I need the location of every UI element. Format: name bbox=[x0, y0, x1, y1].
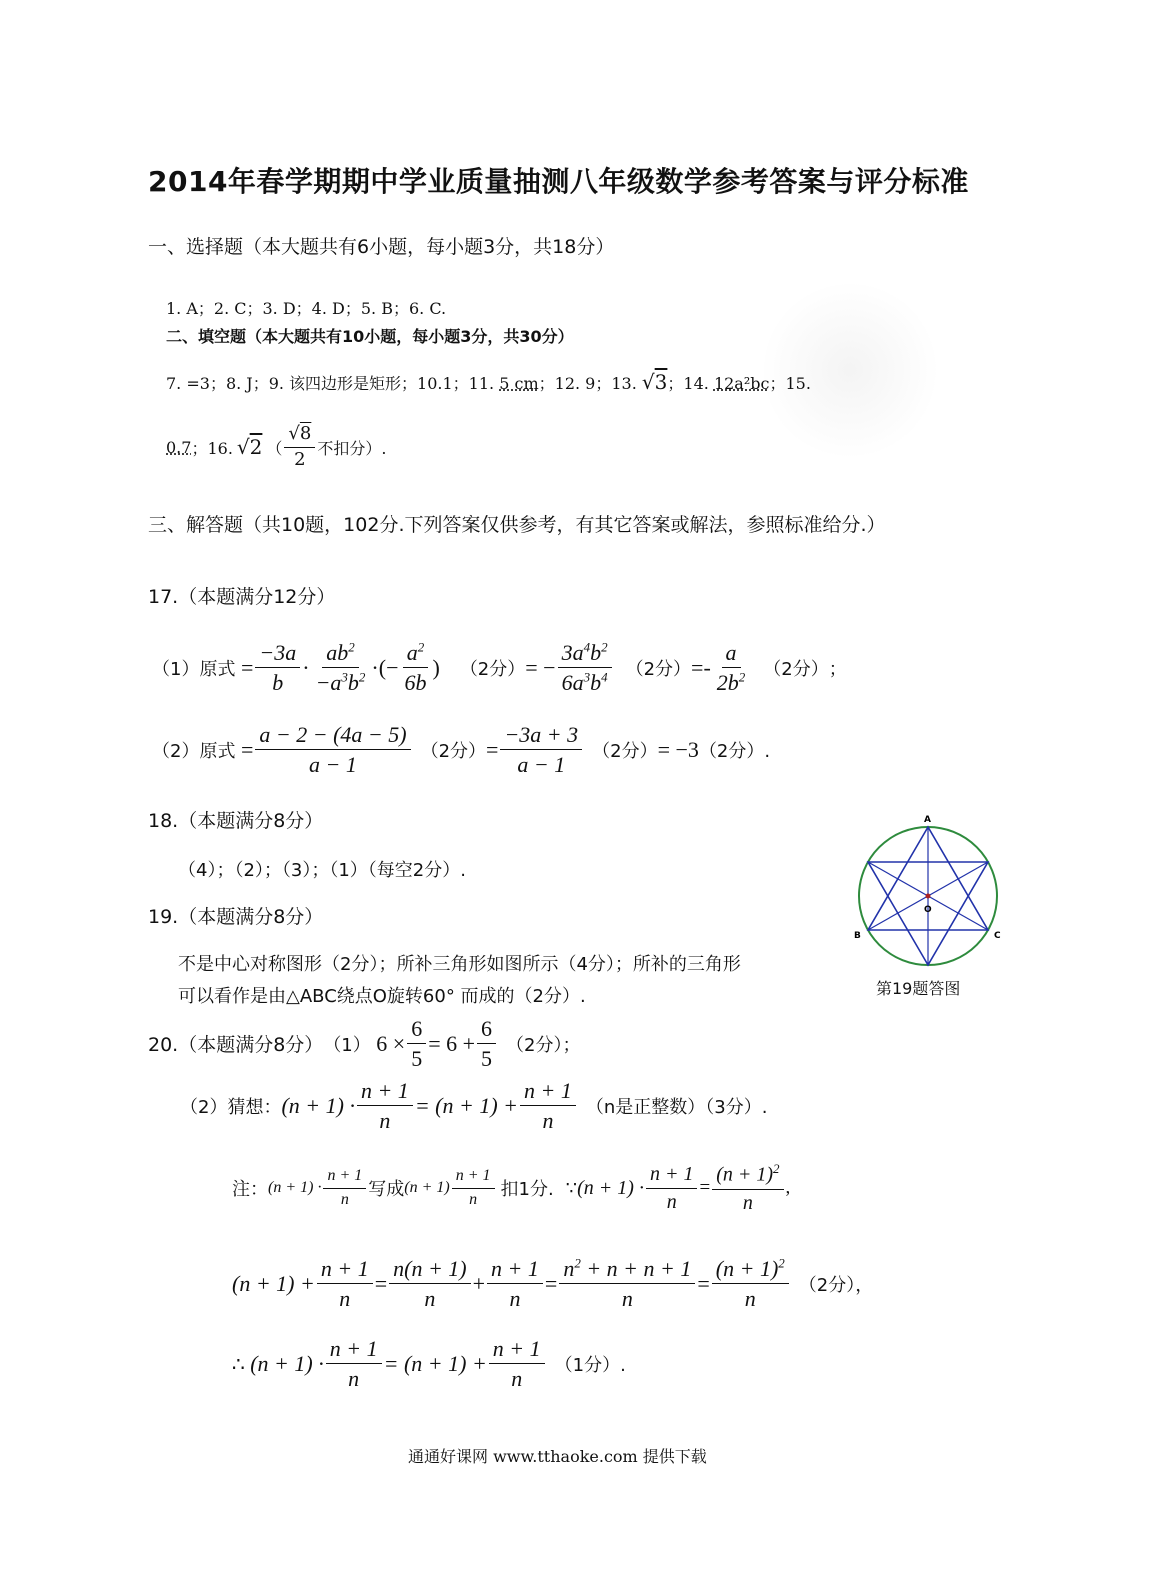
q20-frac-b: $\frac{n + 1}{n}$ bbox=[520, 1078, 576, 1134]
section1-answers: 1. A；2. C；3. D；4. D；5. B；6. C. bbox=[166, 299, 447, 318]
q17-frac5: $\frac{a}{2b^2}$ bbox=[716, 640, 746, 696]
q17-frac1: $\frac{-3a}{b}$ bbox=[255, 640, 300, 696]
q17-p2-score1: （2分） bbox=[420, 740, 487, 762]
q17-p2-end: （2分）. bbox=[698, 740, 771, 762]
q20-exp-frac-c: $\frac{n + 1}{n}$ bbox=[487, 1256, 543, 1312]
fill-answers-7-11: 7. =3；8. J；9. 该四边形是矩形；10.1；11. bbox=[166, 374, 495, 393]
q17-p1-score3: （2分） bbox=[763, 658, 829, 680]
q17-frac3: $\frac{a^2}{6b}$ bbox=[404, 639, 427, 696]
q17-p1-score1: （2分） bbox=[459, 658, 526, 680]
q20-score2: （2分）， bbox=[798, 1274, 874, 1296]
q17-p2-label: （2）原式 bbox=[152, 740, 236, 762]
therefore-symbol: ∴ bbox=[232, 1351, 245, 1376]
q20-exp-frac-d: $\frac{n^2 + n + n + 1}{n}$ bbox=[559, 1256, 695, 1312]
sqrt2: √2 bbox=[236, 435, 263, 460]
q17-frac4: $\frac{3a^4b^2}{6a^3b^4}$ bbox=[558, 640, 612, 696]
q20-score1: （1分）. bbox=[554, 1354, 626, 1376]
q20-frac-a: $\frac{n + 1}{n}$ bbox=[357, 1078, 413, 1134]
center-point bbox=[926, 894, 931, 899]
q20-p2-label: （2）猜想： bbox=[180, 1096, 282, 1118]
q20-p2-note: （n是正整数）（3分）. bbox=[585, 1096, 768, 1118]
because-symbol: ∵ bbox=[565, 1177, 578, 1199]
q17-frac7: $\frac{-3a + 3}{a - 1}$ bbox=[500, 722, 582, 778]
q17-part1: （1）原式 = $\frac{-3a}{b}$ · $\frac{ab^2}{-a^3b^2}$ ·(− $\frac{a^2}{6b}$ ) （2分） = − $\frac{3a^4b^2}{6a^3b^4}$ （2分） =- $\frac{a}{2b^2}$ （2分） ； bbox=[152, 639, 847, 696]
q20-note-frac-a: $\frac{n + 1}{n}$ bbox=[323, 1167, 366, 1209]
q17-p2-score2: （2分） bbox=[592, 740, 658, 762]
q17-frac2: $\frac{ab^2}{-a^3b^2}$ bbox=[315, 639, 366, 696]
label-o: O bbox=[924, 905, 932, 915]
q20-part1: 20.（本题满分8分） （1） 6 × $\frac{6}{5}$ = 6 + $\frac{6}{5}$ （2分）； bbox=[148, 1016, 581, 1072]
q20-note-line: 注： (n + 1) · $\frac{n + 1}{n}$ 写成 (n + 1) $\frac{n + 1}{n}$ 扣1分. ∵ (n + 1) · $\frac{n + 1}{n}$ = $\frac{(n + 1)^2}{n}$ , bbox=[232, 1161, 791, 1214]
figure-caption: 第19题答图 bbox=[876, 979, 961, 998]
page-title: 2014年春学期期中学业质量抽测八年级数学参考答案与评分标准 bbox=[148, 165, 969, 198]
fill-answers-15: ；15. bbox=[769, 374, 811, 393]
q17-p1-score2: （2分） bbox=[625, 658, 692, 680]
fraction-sqrt8-over-2: $\frac{√8}{2}$ bbox=[284, 424, 315, 470]
fill-answers-16: ；16. bbox=[191, 438, 233, 458]
q20-part2: （2）猜想： (n + 1) · $\frac{n + 1}{n}$ = (n + 1) + $\frac{n + 1}{n}$ （n是正整数）（3分）. bbox=[180, 1078, 768, 1134]
paren-open: （ bbox=[266, 438, 283, 458]
q19-line2: 可以看作是由△ABC绕点O旋转60° 而成的（2分）. bbox=[178, 986, 586, 1007]
q18-answer: （4）；（2）；（3）；（1）（每空2分）. bbox=[178, 860, 466, 881]
q20-note-mid: 写成 bbox=[368, 1179, 405, 1201]
q20-conc-frac-a: $\frac{n + 1}{n}$ bbox=[326, 1336, 382, 1392]
answer-15: 0.7 bbox=[166, 437, 192, 457]
label-a: A bbox=[924, 815, 931, 825]
label-b: B bbox=[854, 931, 861, 941]
q20-because-frac-a: $\frac{n + 1}{n}$ bbox=[646, 1163, 698, 1214]
q19-heading: 19.（本题满分8分） bbox=[148, 906, 324, 928]
section3-heading: 三、解答题（共10题，102分.下列答案仅供参考，有其它答案或解法，参照标准给分.） bbox=[148, 514, 886, 536]
q20-note-deduct: 扣1分. bbox=[500, 1179, 554, 1201]
fill-answers-12-13: ；12. 9；13. bbox=[538, 374, 637, 393]
q17-p1-label: （1）原式 bbox=[152, 658, 236, 680]
q20-because-frac-b: $\frac{(n + 1)^2}{n}$ bbox=[712, 1162, 783, 1215]
q20-frac-6-5-a: $\frac{6}{5}$ bbox=[407, 1016, 426, 1072]
section2-heading: 二、填空题（本大题共有10小题，每小题3分，共30分） bbox=[166, 327, 574, 346]
q19-line1: 不是中心对称图形（2分）；所补三角形如图所示（4分）；所补的三角形 bbox=[178, 954, 741, 975]
q20-note-label: 注： bbox=[232, 1179, 268, 1201]
no-deduction-note: 不扣分）. bbox=[317, 438, 387, 458]
section2-line1 bbox=[166, 370, 811, 394]
q20-conc-frac-b: $\frac{n + 1}{n}$ bbox=[489, 1336, 545, 1392]
sqrt3: √3 bbox=[641, 370, 668, 394]
q18-heading: 18.（本题满分8分） bbox=[148, 810, 324, 832]
answer-11: 5 cm bbox=[499, 374, 539, 393]
q20-exp-frac-b: $\frac{n(n + 1)}{n}$ bbox=[389, 1256, 471, 1312]
answer-14: 12a²bc bbox=[713, 374, 770, 393]
section2-line2 bbox=[166, 424, 386, 470]
footer-credit: 通通好课网 www.tthaoke.com 提供下载 bbox=[408, 1447, 707, 1466]
q20-exp-frac-a: $\frac{n + 1}{n}$ bbox=[317, 1256, 373, 1312]
q17-p2-result: = −3 bbox=[657, 736, 699, 762]
q17-part2: （2）原式 = $\frac{a - 2 - (4a - 5)}{a - 1}$ （2分） = $\frac{-3a + 3}{a - 1}$ （2分） = −3 （2分）. bbox=[152, 722, 771, 778]
fill-answers-14: ；14. bbox=[667, 374, 709, 393]
q20-frac-6-5-b: $\frac{6}{5}$ bbox=[477, 1016, 496, 1072]
q20-heading: 20.（本题满分8分） bbox=[148, 1034, 324, 1057]
q17-heading: 17.（本题满分12分） bbox=[148, 586, 336, 608]
q20-p1-label: （1） bbox=[323, 1034, 371, 1056]
q20-note-frac-b: $\frac{n + 1}{n}$ bbox=[452, 1167, 495, 1209]
q20-expand-line: (n + 1) + $\frac{n + 1}{n}$ = $\frac{n(n + 1)}{n}$ + $\frac{n + 1}{n}$ = $\frac{n^2 + n + n + 1}{n}$ = $\frac{(n + 1)^2}{n}$ （2分）， bbox=[232, 1255, 874, 1312]
q20-conclusion-line: ∴ (n + 1) · $\frac{n + 1}{n}$ = (n + 1) + $\frac{n + 1}{n}$ （1分）. bbox=[232, 1336, 626, 1392]
q20-exp-frac-e: $\frac{(n + 1)^2}{n}$ bbox=[712, 1256, 789, 1312]
q20-p1-score: （2分）； bbox=[506, 1034, 581, 1056]
section1-heading: 一、选择题（本大题共有6小题，每小题3分，共18分） bbox=[148, 236, 615, 258]
q17-frac6: $\frac{a - 2 - (4a - 5)}{a - 1}$ bbox=[255, 722, 410, 778]
label-c: C bbox=[994, 931, 1001, 941]
